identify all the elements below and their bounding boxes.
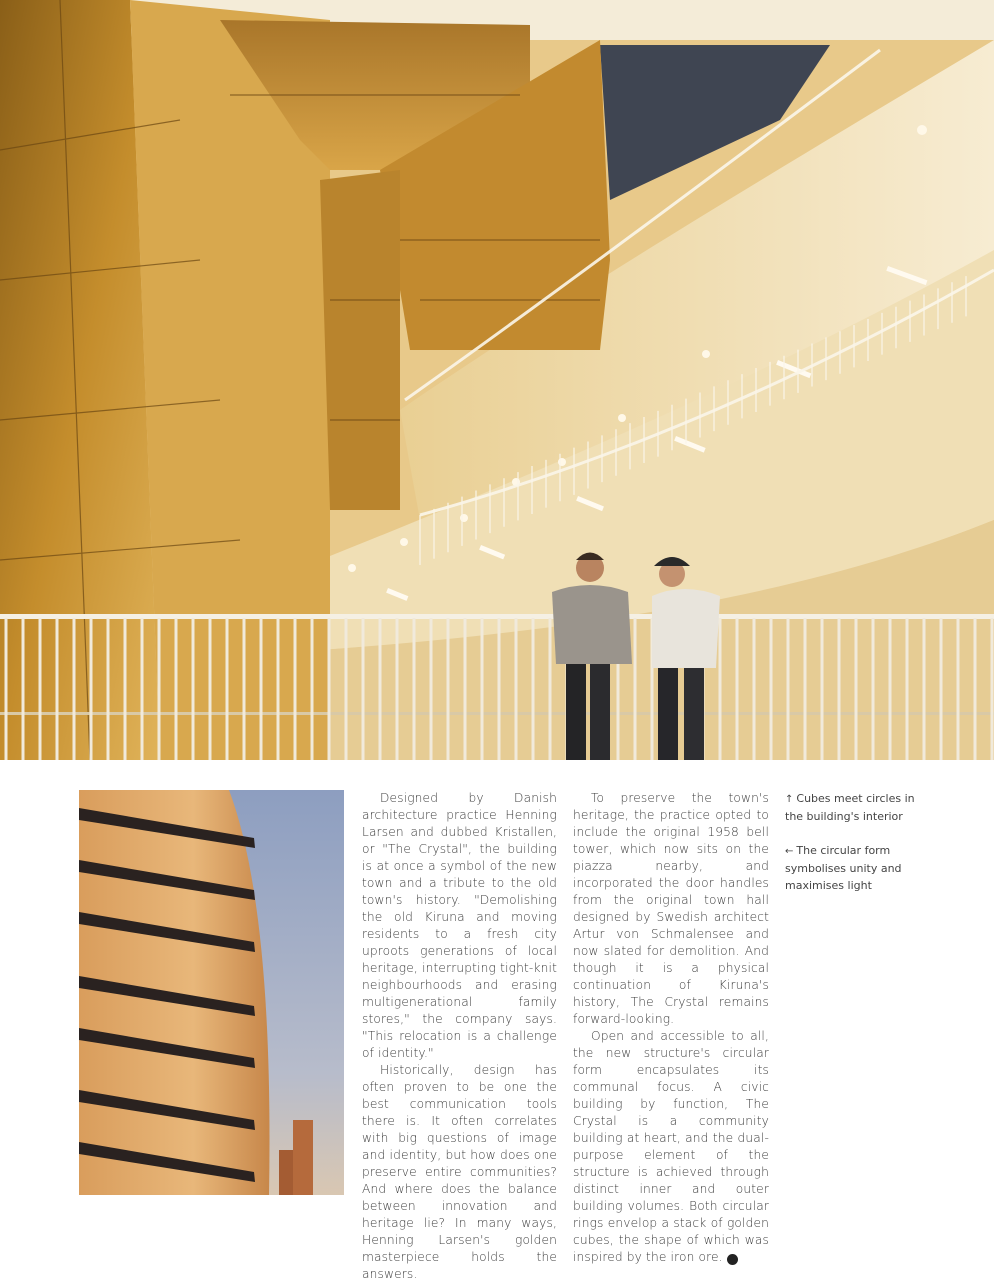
paragraph: To preserve the town's heritage, the practice opted to include the original 1958 bell tower, which now sits on the piazza nearby, and incorporated the door handles from the original town hall designed by Swedish architect Artur von Schmalensee and now slated for demolition. And though it is a physical continuation of Kiruna's history, The Crystal remains forward-looking. <box>573 791 769 1026</box>
caption-left <box>785 842 915 894</box>
paragraph: Designed by Danish architecture practice Henning Larsen and dubbed Kristallen, or "The Crystal", the building is at once a symbol of the new town and a tribute to the old town's history. "Demolishing the old Kiruna and moving residents to a fresh city uproots generations of local heritage, interrupting tight-knit neighbourhoods and erasing multigenerational family stores," the company says. "This relocation is a challenge of identity." <box>362 791 557 1060</box>
paragraph-text: Open and accessible to all, the new structure's circular form encapsulates its communal focus. A civic building by function, The Crystal is a community building at heart, and the dual-purpose element of the structure is achieved through distinct inner and outer building volumes. Both circular rings envelop a stack of golden cubes, the shape of which was inspired by the iron ore. <box>573 1029 769 1264</box>
building-exterior-photo <box>79 790 344 1195</box>
arrow-left-icon: ← <box>785 846 794 857</box>
caption-text: The circular form symbolises unity and maximises light <box>785 844 902 892</box>
paragraph: Historically, design has often proven to be one the best communication tools there is. It often correlates with big questions of image and identity, but how does one preserve entire communities? And where does the balance between innovation and heritage lie? In many ways, Henning Larsen's golden masterpiece holds the answers. <box>362 1063 557 1281</box>
article-column-1 <box>362 790 557 1283</box>
arrow-up-icon: ↑ <box>785 794 794 805</box>
paragraph <box>573 1028 769 1266</box>
continue-arrow-icon: ➔ <box>727 1254 738 1265</box>
article-column-2 <box>573 790 769 1266</box>
caption-text: Cubes meet circles in the building's interior <box>785 792 915 823</box>
caption-top <box>785 790 915 825</box>
photo-captions <box>785 790 915 911</box>
